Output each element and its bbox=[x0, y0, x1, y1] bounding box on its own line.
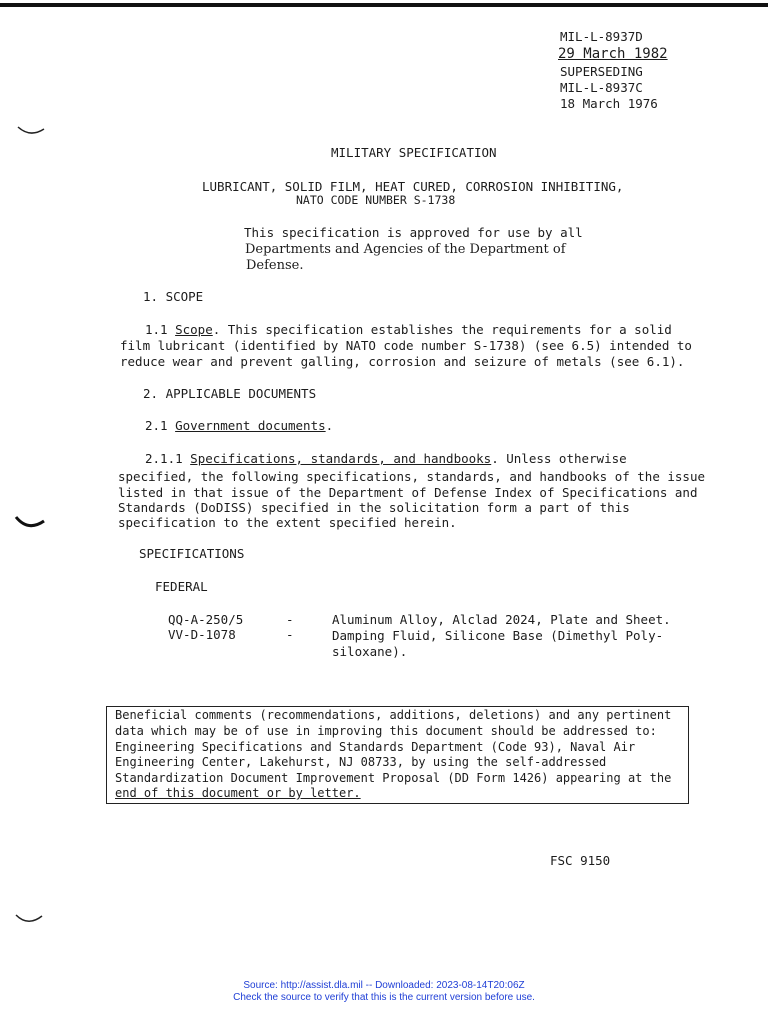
scope-text: . This specification establishes the requirements for a solid bbox=[212, 322, 672, 337]
section-2-1-1-line-3: listed in that issue of the Department of Defense Index of Specifications and bbox=[118, 485, 698, 500]
paragraph-number: 2.1 bbox=[145, 418, 168, 433]
spec-description-aluminum: Aluminum Alloy, Alclad 2024, Plate and Sheet. bbox=[332, 612, 671, 627]
margin-mark-bottom bbox=[14, 912, 44, 928]
source-line: Source: http://assist.dla.mil -- Downloaded: 2023-08-14T20:06Z bbox=[243, 980, 525, 991]
nato-code-line: NATO CODE NUMBER S-1738 bbox=[296, 193, 456, 207]
margin-mark-middle bbox=[14, 514, 46, 534]
spec-description-damping-fluid: Damping Fluid, Silicone Base (Dimethyl Poly- bbox=[332, 628, 664, 643]
specifications-standards-handbooks-title: Specifications, standards, and handbooks bbox=[190, 451, 492, 466]
section-2-1-1-line-1: 2.1.1 Specifications, standards, and handbooks. Unless otherwise bbox=[145, 451, 627, 466]
doc-number: MIL-L-8937D bbox=[560, 29, 643, 44]
doc-date: 29 March 1982 bbox=[558, 46, 668, 62]
section-1-1-paragraph-line-3: reduce wear and prevent galling, corrosion and seizure of metals (see 6.1). bbox=[120, 354, 685, 369]
approval-line-3: Defense. bbox=[246, 258, 304, 273]
superseded-doc-number: MIL-L-8937C bbox=[560, 80, 643, 95]
section-1-heading: 1. SCOPE bbox=[143, 289, 204, 304]
section-2-1-1-line-4: Standards (DoDISS) specified in the solicitation form a part of this bbox=[118, 500, 630, 515]
paragraph-number: 2.1.1 bbox=[145, 451, 183, 466]
section-1-1-paragraph-line-1 bbox=[145, 322, 672, 337]
section-2-1-1-line-2: specified, the following specifications, standards, and handbooks of the issue bbox=[118, 469, 705, 484]
spec-code-qq-a-250-5: QQ-A-250/5 bbox=[168, 612, 244, 627]
approval-line-1: This specification is approved for use by all bbox=[244, 225, 583, 240]
spec-dash: - bbox=[286, 612, 294, 627]
government-documents-title: Government documents bbox=[175, 418, 326, 433]
fsc-number: FSC 9150 bbox=[550, 853, 611, 868]
section-2-heading: 2. APPLICABLE DOCUMENTS bbox=[143, 386, 317, 401]
section-2-1-heading: 2.1 Government documents. bbox=[145, 418, 334, 433]
spec-description-continuation: siloxane). bbox=[332, 644, 408, 659]
superseded-date: 18 March 1976 bbox=[560, 96, 658, 111]
beneficial-comments-line: end of this document or by letter. bbox=[115, 786, 361, 800]
specifications-heading: SPECIFICATIONS bbox=[139, 546, 245, 561]
superseding-label: SUPERSEDING bbox=[560, 64, 643, 79]
document-type-title: MILITARY SPECIFICATION bbox=[331, 145, 497, 160]
beneficial-comments-line: data which may be of use in improving this document should be addressed to: bbox=[115, 724, 657, 738]
verify-line: Check the source to verify that this is the current version before use. bbox=[233, 992, 535, 1003]
federal-heading: FEDERAL bbox=[155, 579, 208, 594]
spec-code-vv-d-1078: VV-D-1078 bbox=[168, 627, 236, 642]
document-title: LUBRICANT, SOLID FILM, HEAT CURED, CORROSION INHIBITING, bbox=[202, 179, 624, 194]
beneficial-comments-line: Engineering Center, Lakehurst, NJ 08733, by using the self-addressed bbox=[115, 755, 607, 769]
section-2-1-1-line-5: specification to the extent specified herein. bbox=[118, 515, 457, 530]
section-1-1-paragraph-line-2: film lubricant (identified by NATO code number S-1738) (see 6.5) intended to bbox=[120, 338, 692, 353]
beneficial-comments-line: Engineering Specifications and Standards Department (Code 93), Naval Air bbox=[115, 740, 636, 754]
beneficial-comments-line: Standardization Document Improvement Proposal (DD Form 1426) appearing at the bbox=[115, 771, 672, 785]
scope-title: Scope bbox=[175, 322, 213, 337]
spec-dash: - bbox=[286, 627, 294, 642]
approval-line-2: Departments and Agencies of the Department of bbox=[245, 242, 566, 257]
margin-mark-top bbox=[16, 124, 46, 138]
paragraph-number: 1.1 bbox=[145, 322, 168, 337]
beneficial-comments-line: Beneficial comments (recommendations, additions, deletions) and any pertinent bbox=[115, 708, 672, 722]
top-rule bbox=[0, 3, 768, 7]
